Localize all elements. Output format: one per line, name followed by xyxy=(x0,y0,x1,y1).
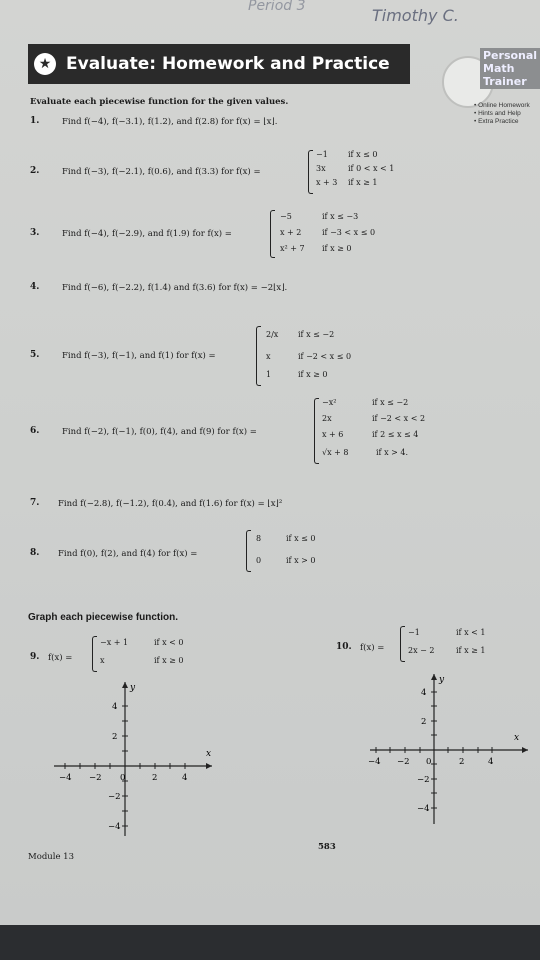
brand-bullets xyxy=(474,102,530,126)
x-tick: −2 xyxy=(89,773,102,783)
problem-number: 8. xyxy=(30,548,40,558)
problem-number: 7. xyxy=(30,498,40,508)
brand-line1: Personal xyxy=(483,49,538,62)
problem-number: 2. xyxy=(30,166,40,176)
brand-line2: Math xyxy=(483,62,515,75)
x-tick: −4 xyxy=(59,773,72,783)
case-cond: if x ≥ 0 xyxy=(298,370,328,379)
problem-text: Find f(−3), f(−1), and f(1) for f(x) = xyxy=(62,351,216,361)
y-tick: −4 xyxy=(108,822,121,832)
case-cond: if x ≤ 0 xyxy=(348,150,378,159)
case-cond: if x > 0 xyxy=(286,556,316,565)
case-expr: 2x xyxy=(322,414,332,423)
x-arrow-icon xyxy=(206,763,212,769)
case-cond: if x ≤ 0 xyxy=(286,534,316,543)
case-brace xyxy=(246,530,251,572)
case-expr: x xyxy=(100,656,105,665)
case-expr: −1 xyxy=(408,628,420,637)
case-expr: 3x xyxy=(316,164,326,173)
brand-line3: Trainer xyxy=(483,75,527,88)
problem-number: 6. xyxy=(30,426,40,436)
problem-number: 1. xyxy=(30,116,40,126)
x-axis-label: x xyxy=(206,749,212,759)
instructions: Evaluate each piecewise function for the given values. xyxy=(30,97,289,107)
y-axis-label: y xyxy=(439,675,445,685)
case-expr: √x + 8 xyxy=(322,448,349,457)
problem-text: Find f(0), f(2), and f(4) for f(x) = xyxy=(58,549,198,559)
case-brace xyxy=(270,210,275,258)
case-expr: x + 2 xyxy=(280,228,302,237)
case-expr: 2x − 2 xyxy=(408,646,435,655)
case-cond: if x ≤ −2 xyxy=(372,398,409,407)
bullet-extra-practice: • Extra Practice xyxy=(474,118,519,125)
bullet-hints: • Hints and Help xyxy=(474,110,521,117)
y-arrow-icon xyxy=(122,682,128,688)
x-tick: 4 xyxy=(488,757,494,767)
problem-text: Find f(−2), f(−1), f(0), f(4), and f(9) for f(x) = xyxy=(62,427,257,437)
case-expr: −x² xyxy=(322,398,337,407)
case-expr: −1 xyxy=(316,150,328,159)
problem-text: Find f(−4), f(−3.1), f(1.2), and f(2.8) for f(x) = ⌊x⌋. xyxy=(62,117,278,127)
case-expr: 1 xyxy=(266,370,272,379)
banner-title: Evaluate: Homework and Practice xyxy=(66,54,390,74)
case-cond: if −2 < x ≤ 0 xyxy=(298,352,352,361)
axes-problem-9 xyxy=(48,676,218,844)
problem-lhs: f(x) = xyxy=(360,643,385,653)
x-tick: 0 xyxy=(426,757,432,767)
y-tick: −2 xyxy=(417,775,430,785)
case-cond: if −2 < x < 2 xyxy=(372,414,426,423)
case-expr: x xyxy=(266,352,271,361)
problem-number: 4. xyxy=(30,282,40,292)
y-tick: 4 xyxy=(112,702,118,712)
case-expr: x + 3 xyxy=(316,178,338,187)
x-tick: 2 xyxy=(459,757,465,767)
case-cond: if x ≥ 1 xyxy=(348,178,378,187)
problem-lhs: f(x) = xyxy=(48,653,73,663)
x-tick: 0 xyxy=(120,773,126,783)
page-number: 583 xyxy=(318,842,336,852)
bullet-online-homework: • Online Homework xyxy=(474,102,530,109)
case-cond: if −3 < x ≤ 0 xyxy=(322,228,376,237)
case-expr: −x + 1 xyxy=(100,638,129,647)
case-expr: 0 xyxy=(256,556,262,565)
problem-text: Find f(−4), f(−2.9), and f(1.9) for f(x) = xyxy=(62,229,232,239)
case-expr: x² + 7 xyxy=(280,244,305,253)
handwritten-period: Period 3 xyxy=(248,0,306,14)
case-cond: if x ≥ 0 xyxy=(154,656,184,665)
y-tick: 2 xyxy=(112,732,118,742)
x-tick: −2 xyxy=(397,757,410,767)
problem-text: Find f(−3), f(−2.1), f(0.6), and f(3.3) for f(x) = xyxy=(62,167,261,177)
case-brace xyxy=(314,398,319,464)
case-cond: if x ≥ 1 xyxy=(456,646,486,655)
x-tick: 2 xyxy=(152,773,158,783)
x-tick: 4 xyxy=(182,773,188,783)
case-cond: if 0 < x < 1 xyxy=(348,164,395,173)
case-expr: −5 xyxy=(280,212,292,221)
case-expr: 8 xyxy=(256,534,262,543)
axes-problem-10 xyxy=(364,668,534,828)
graph-section-title: Graph each piecewise function. xyxy=(28,612,179,623)
x-tick: −4 xyxy=(368,757,381,767)
problem-number: 10. xyxy=(336,642,352,652)
case-brace xyxy=(308,150,313,194)
case-expr: 2/x xyxy=(266,330,279,339)
star-icon: ★ xyxy=(34,53,56,75)
problem-number: 3. xyxy=(30,228,40,238)
case-cond: if x ≥ 0 xyxy=(322,244,352,253)
case-cond: if x < 0 xyxy=(154,638,184,647)
case-cond: if x < 1 xyxy=(456,628,486,637)
case-cond: if x ≤ −3 xyxy=(322,212,359,221)
problem-number: 5. xyxy=(30,350,40,360)
y-arrow-icon xyxy=(431,674,437,680)
handwritten-name: Timothy C. xyxy=(372,6,459,25)
problem-number: 9. xyxy=(30,652,40,662)
case-expr: x + 6 xyxy=(322,430,344,439)
x-axis-label: x xyxy=(514,733,520,743)
case-brace xyxy=(92,636,97,672)
module-label: Module 13 xyxy=(28,852,75,862)
y-tick: −2 xyxy=(108,792,121,802)
y-tick: 4 xyxy=(421,688,427,698)
case-cond: if x ≤ −2 xyxy=(298,330,335,339)
case-brace xyxy=(256,326,261,386)
case-cond: if 2 ≤ x ≤ 4 xyxy=(372,430,419,439)
y-tick: 2 xyxy=(421,717,427,727)
case-brace xyxy=(400,626,405,662)
case-cond: if x > 4. xyxy=(376,448,408,457)
x-arrow-icon xyxy=(522,747,528,753)
y-tick: −4 xyxy=(417,804,430,814)
y-axis-label: y xyxy=(130,683,136,693)
problem-text: Find f(−2.8), f(−1.2), f(0.4), and f(1.6) for f(x) = ⌊x⌋² xyxy=(58,499,283,509)
section-banner xyxy=(28,44,410,84)
problem-text: Find f(−6), f(−2.2), f(1.4) and f(3.6) for f(x) = −2⌊x⌋. xyxy=(62,283,288,293)
